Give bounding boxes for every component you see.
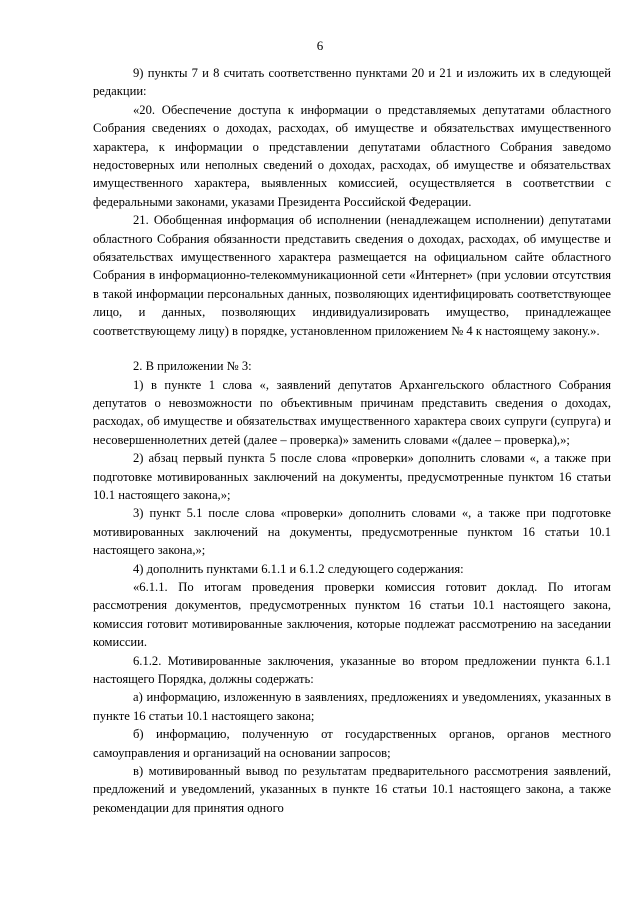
paragraph-appendix-3-heading: 2. В приложении № 3: — [133, 359, 252, 374]
paragraph-item-4: 4) дополнить пунктами 6.1.1 и 6.1.2 следующего содержания: — [133, 561, 464, 576]
paragraph-subitem-b: б) информацию, полученную от государственных органов, органов местного самоуправления и организаций на основании запросов; — [93, 727, 611, 760]
paragraph-gap — [93, 340, 611, 357]
page-number: 6 — [316, 38, 324, 53]
paragraph-point-21: 21. Обобщенная информация об исполнении (ненадлежащем исполнении) депутатами областного Собрания обязанности представить сведения о доходах, расходах, об имуществе и обязательствах имущественного характера размещается на официальном сайте областного Собрания в информационно-телекоммуникационной сети «Интернет» (при условии отсутствия в такой информации персональных данных, позволяющих идентифицировать соответствующее лицо, и данных, позволяющих индивидуализировать имущество, принадлежащее соответствующему лицу) в порядке, установленном приложением № 4 к настоящему закону.». — [93, 213, 611, 338]
paragraph-item-1: 1) в пункте 1 слова «, заявлений депутатов Архангельского областного Собрания депутатов о невозможности по объективным причинам представить сведения о доходах, расходах, об имуществе и обязательствах имущественного характера своих супруги (супруга) и несовершеннолетних детей (далее – проверка)» заменить словами «(далее – проверка),»; — [93, 377, 611, 447]
paragraph-subitem-v: в) мотивированный вывод по результатам предварительного рассмотрения заявлений, предложений и уведомлений, указанных в пункте 16 статьи 10.1 настоящего закона, а также рекомендации для принятия одного — [93, 764, 611, 815]
paragraph-point-20: «20. Обеспечение доступа к информации о представляемых депутатами областного Собрания сведениях о доходах, расходах, об имуществе и обязательствах имущественного характера, к информации о представлении депутатами областного Собрания заведомо недостоверных или неполных сведений о доходах, расходах, об имуществе и обязательствах имущественного характера, выявленных комиссией, осуществляется в соответствии с федеральными законами, указами Президента Российской Федерации. — [93, 102, 611, 209]
paragraph-point-6-1-1: «6.1.1. По итогам проведения проверки комиссия готовит доклад. По итогам рассмотрения документов, предусмотренных пунктом 16 статьи 10.1 настоящего закона, комиссия готовит мотивированные заключения, которые подлежат рассмотрению на заседании комиссии. — [93, 579, 611, 650]
paragraph-item-2: 2) абзац первый пункта 5 после слова «проверки» дополнить словами «, а также при подготовке мотивированных заключений на документы, предусмотренные пунктом 16 статьи 10.1 настоящего закона,»; — [93, 451, 611, 502]
paragraph-subitem-a: а) информацию, изложенную в заявлениях, предложениях и уведомлениях, указанных в пункте 16 статьи 10.1 настоящего закона; — [93, 690, 611, 723]
paragraph-item-3: 3) пункт 5.1 после слова «проверки» дополнить словами «, а также при подготовке мотивированных заключений на документы, предусмотренные пунктом 16 статьи 10.1 настоящего закона,»; — [93, 506, 611, 558]
paragraph-item-9: 9) пункты 7 и 8 считать соответственно пунктами 20 и 21 и изложить их в следующей редакции: — [93, 66, 611, 99]
document-body — [93, 64, 611, 817]
paragraph-point-6-1-2: 6.1.2. Мотивированные заключения, указанные во втором предложении пункта 6.1.1 настоящего Порядка, должны содержать: — [93, 653, 611, 686]
